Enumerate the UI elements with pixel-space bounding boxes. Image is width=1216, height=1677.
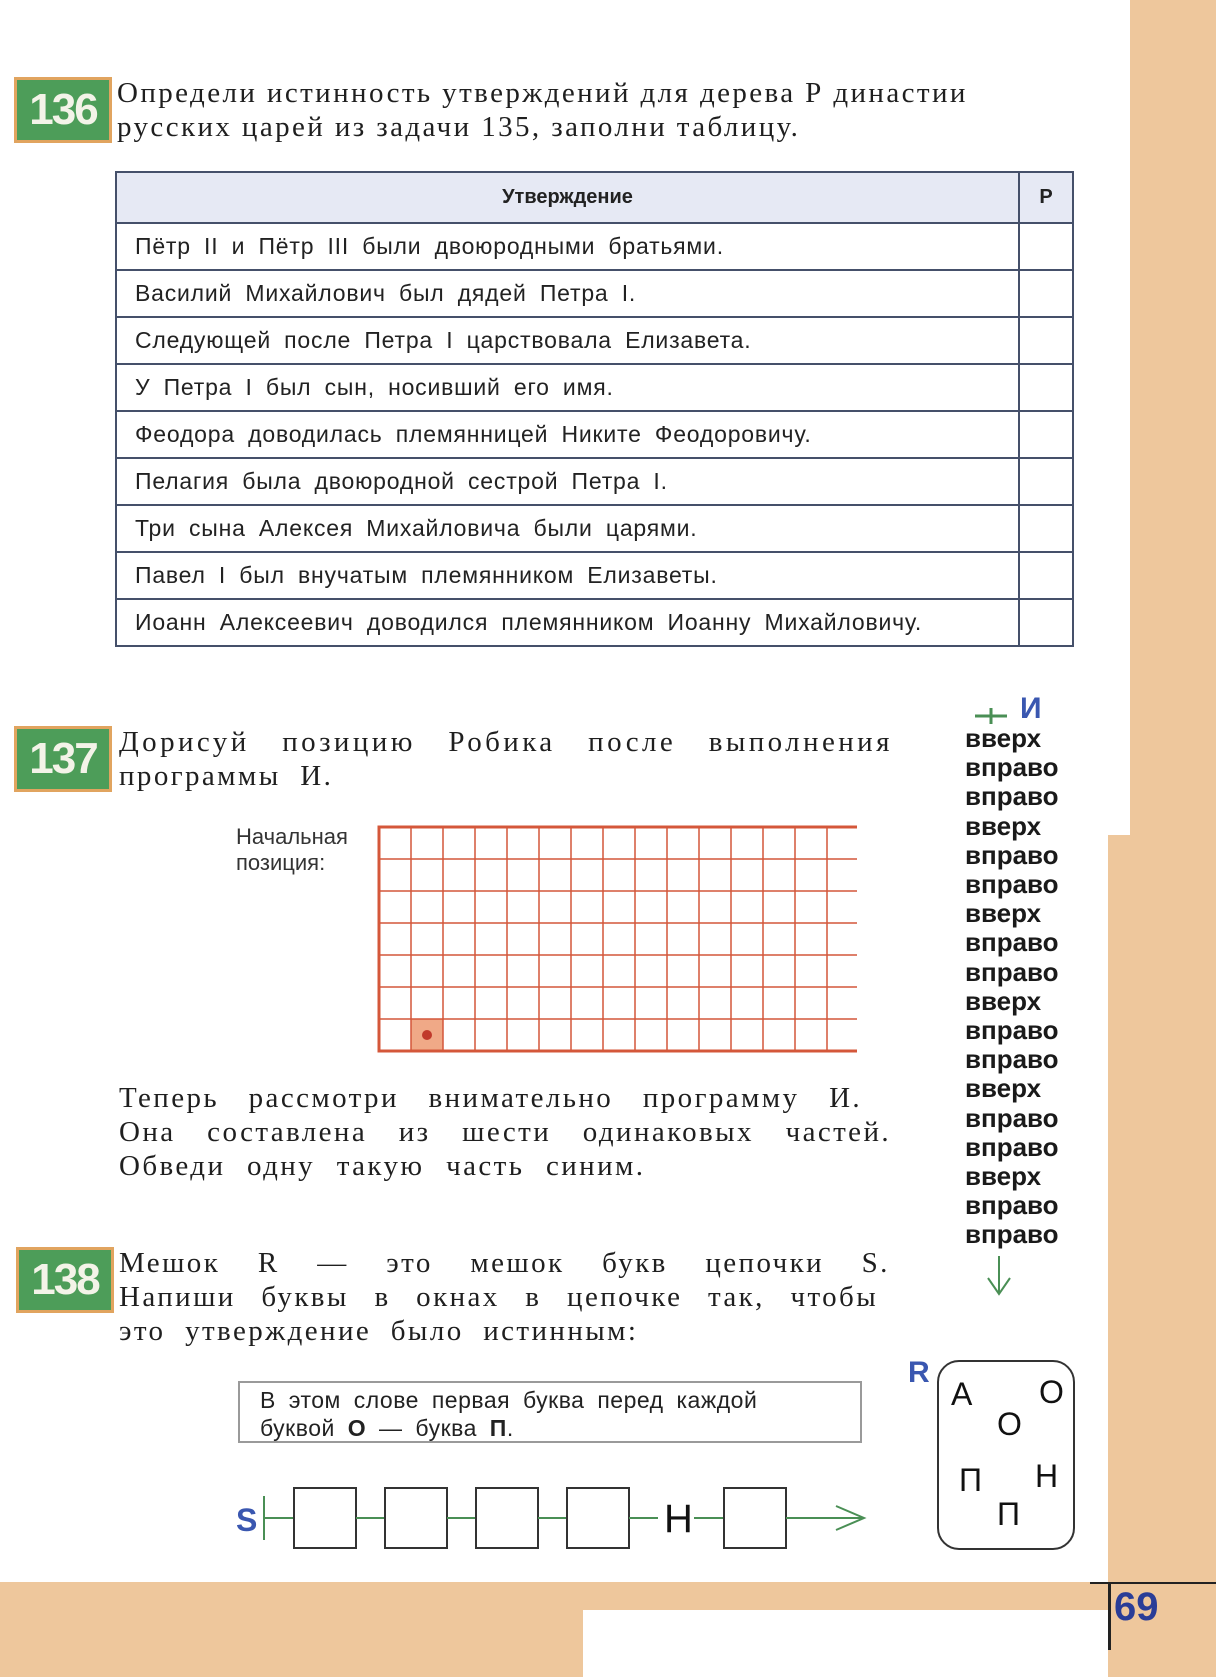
answer-cell[interactable] xyxy=(1019,458,1073,505)
program-command: вправо xyxy=(965,956,1059,987)
task-badge-137: 137 xyxy=(14,726,112,792)
task138-text-line3: это утверждение было истинным: xyxy=(119,1315,639,1347)
letter-chain xyxy=(232,1478,872,1563)
bag-letter: Н xyxy=(1035,1458,1059,1494)
answer-cell[interactable] xyxy=(1019,505,1073,552)
program-command: вправо xyxy=(965,752,1059,783)
table-row xyxy=(116,552,1073,599)
table-row xyxy=(116,270,1073,317)
program-command: вправо xyxy=(965,1015,1059,1046)
chain-slot[interactable] xyxy=(294,1488,356,1548)
chain-slot[interactable] xyxy=(567,1488,629,1548)
program-command: вправо xyxy=(965,1044,1059,1075)
table-row xyxy=(116,411,1073,458)
robot-grid[interactable] xyxy=(377,825,857,1053)
task136-text-line1: Определи истинность утверждений для дерева Р династии xyxy=(117,77,968,109)
task137-text-line1: Дорисуй позицию Робика после выполнения xyxy=(119,726,893,758)
statement-cell: Следующей после Петра I царствовала Елизавета. xyxy=(116,317,1019,364)
statements-table xyxy=(115,171,1074,647)
task136-text-line2: русских царей из задачи 135, заполни таблицу. xyxy=(117,111,801,143)
statement-cell: Иоанн Алексеевич доводился племянником Иоанну Михайловичу. xyxy=(116,599,1019,646)
answer-cell[interactable] xyxy=(1019,552,1073,599)
program-command: вправо xyxy=(965,1102,1059,1133)
bag-letter: П xyxy=(997,1496,1020,1532)
program-command: вверх xyxy=(965,1073,1042,1104)
task-badge-138: 138 xyxy=(16,1247,114,1313)
program-command: вправо xyxy=(965,1219,1059,1250)
program-command: вверх xyxy=(965,723,1042,753)
robot-marker xyxy=(422,1030,432,1040)
condition-box: В этом слове первая буква перед каждой буквой О — буква П. xyxy=(238,1381,862,1443)
bottom-strip-gap xyxy=(583,1610,1108,1677)
chain-slot[interactable] xyxy=(724,1488,786,1548)
letter-p: П xyxy=(489,1415,507,1441)
task138-text-line2: Напиши буквы в окнах в цепочке так, чтобы xyxy=(119,1281,879,1313)
page-number-divider xyxy=(1108,1582,1111,1650)
program-list xyxy=(965,724,1059,1250)
task137-text2-line3: Обведи одну такую часть синим. xyxy=(119,1150,646,1182)
p-column-header: Р xyxy=(1019,172,1073,223)
statement-cell: Феодора доводилась племянницей Никите Феодоровичу. xyxy=(116,411,1019,458)
statement-cell: Три сына Алексея Михайловича были царями. xyxy=(116,505,1019,552)
chain-slot[interactable] xyxy=(385,1488,447,1548)
chain-fixed-letter: Н xyxy=(664,1497,693,1541)
task137-text-line2: программы И. xyxy=(119,760,334,792)
task137-text2-line1: Теперь рассмотри внимательно программу И. xyxy=(119,1082,863,1114)
statement-cell: Василий Михайлович был дядей Петра I. xyxy=(116,270,1019,317)
program-command: вправо xyxy=(965,781,1059,812)
program-command: вверх xyxy=(965,985,1042,1016)
program-end-arrow-icon xyxy=(984,1256,1014,1303)
program-start-marker xyxy=(975,688,1045,724)
table-row xyxy=(116,317,1073,364)
table-row xyxy=(116,458,1073,505)
program-command: вверх xyxy=(965,810,1042,841)
start-position-label: Начальная позиция: xyxy=(236,824,348,875)
program-command: вверх xyxy=(965,898,1042,929)
chain-slot[interactable] xyxy=(476,1488,538,1548)
answer-cell[interactable] xyxy=(1019,317,1073,364)
program-command: вверх xyxy=(965,1161,1042,1192)
statement-column-header: Утверждение xyxy=(116,172,1019,223)
answer-cell[interactable] xyxy=(1019,270,1073,317)
bag-letter: А xyxy=(951,1376,973,1412)
table-row xyxy=(116,364,1073,411)
statement-cell: Пелагия была двоюродной сестрой Петра I. xyxy=(116,458,1019,505)
answer-cell[interactable] xyxy=(1019,599,1073,646)
bag-label: R xyxy=(908,1356,930,1389)
grid-border xyxy=(379,827,857,1051)
task-badge-136: 136 xyxy=(14,77,112,143)
table-row xyxy=(116,223,1073,270)
task137-text2-line2: Она составлена из шести одинаковых частей. xyxy=(119,1116,892,1148)
bag-letter: О xyxy=(997,1406,1022,1442)
svg-text:И: И xyxy=(1020,692,1042,724)
program-command: вправо xyxy=(965,839,1059,870)
answer-cell[interactable] xyxy=(1019,364,1073,411)
letter-bag xyxy=(937,1360,1075,1550)
answer-cell[interactable] xyxy=(1019,411,1073,458)
statement-cell: Пётр II и Пётр III были двоюродными братьями. xyxy=(116,223,1019,270)
table-row xyxy=(116,599,1073,646)
statement-cell: У Петра I был сын, носивший его имя. xyxy=(116,364,1019,411)
answer-cell[interactable] xyxy=(1019,223,1073,270)
margin-strip-top xyxy=(1130,0,1216,835)
bag-letter: П xyxy=(959,1462,982,1498)
program-command: вправо xyxy=(965,869,1059,900)
statement-cell: Павел I был внучатым племянником Елизаветы. xyxy=(116,552,1019,599)
bag-letter: О xyxy=(1039,1374,1064,1410)
table-row xyxy=(116,505,1073,552)
margin-strip-bottom xyxy=(1108,835,1216,1677)
page-number: 69 xyxy=(1114,1585,1159,1629)
program-command: вправо xyxy=(965,1131,1059,1162)
task138-text-line1: Мешок R — это мешок букв цепочки S. xyxy=(119,1247,890,1279)
program-command: вправо xyxy=(965,927,1059,958)
program-command: вправо xyxy=(965,1190,1059,1221)
chain-label: S xyxy=(236,1502,258,1538)
letter-o: О xyxy=(347,1415,367,1441)
